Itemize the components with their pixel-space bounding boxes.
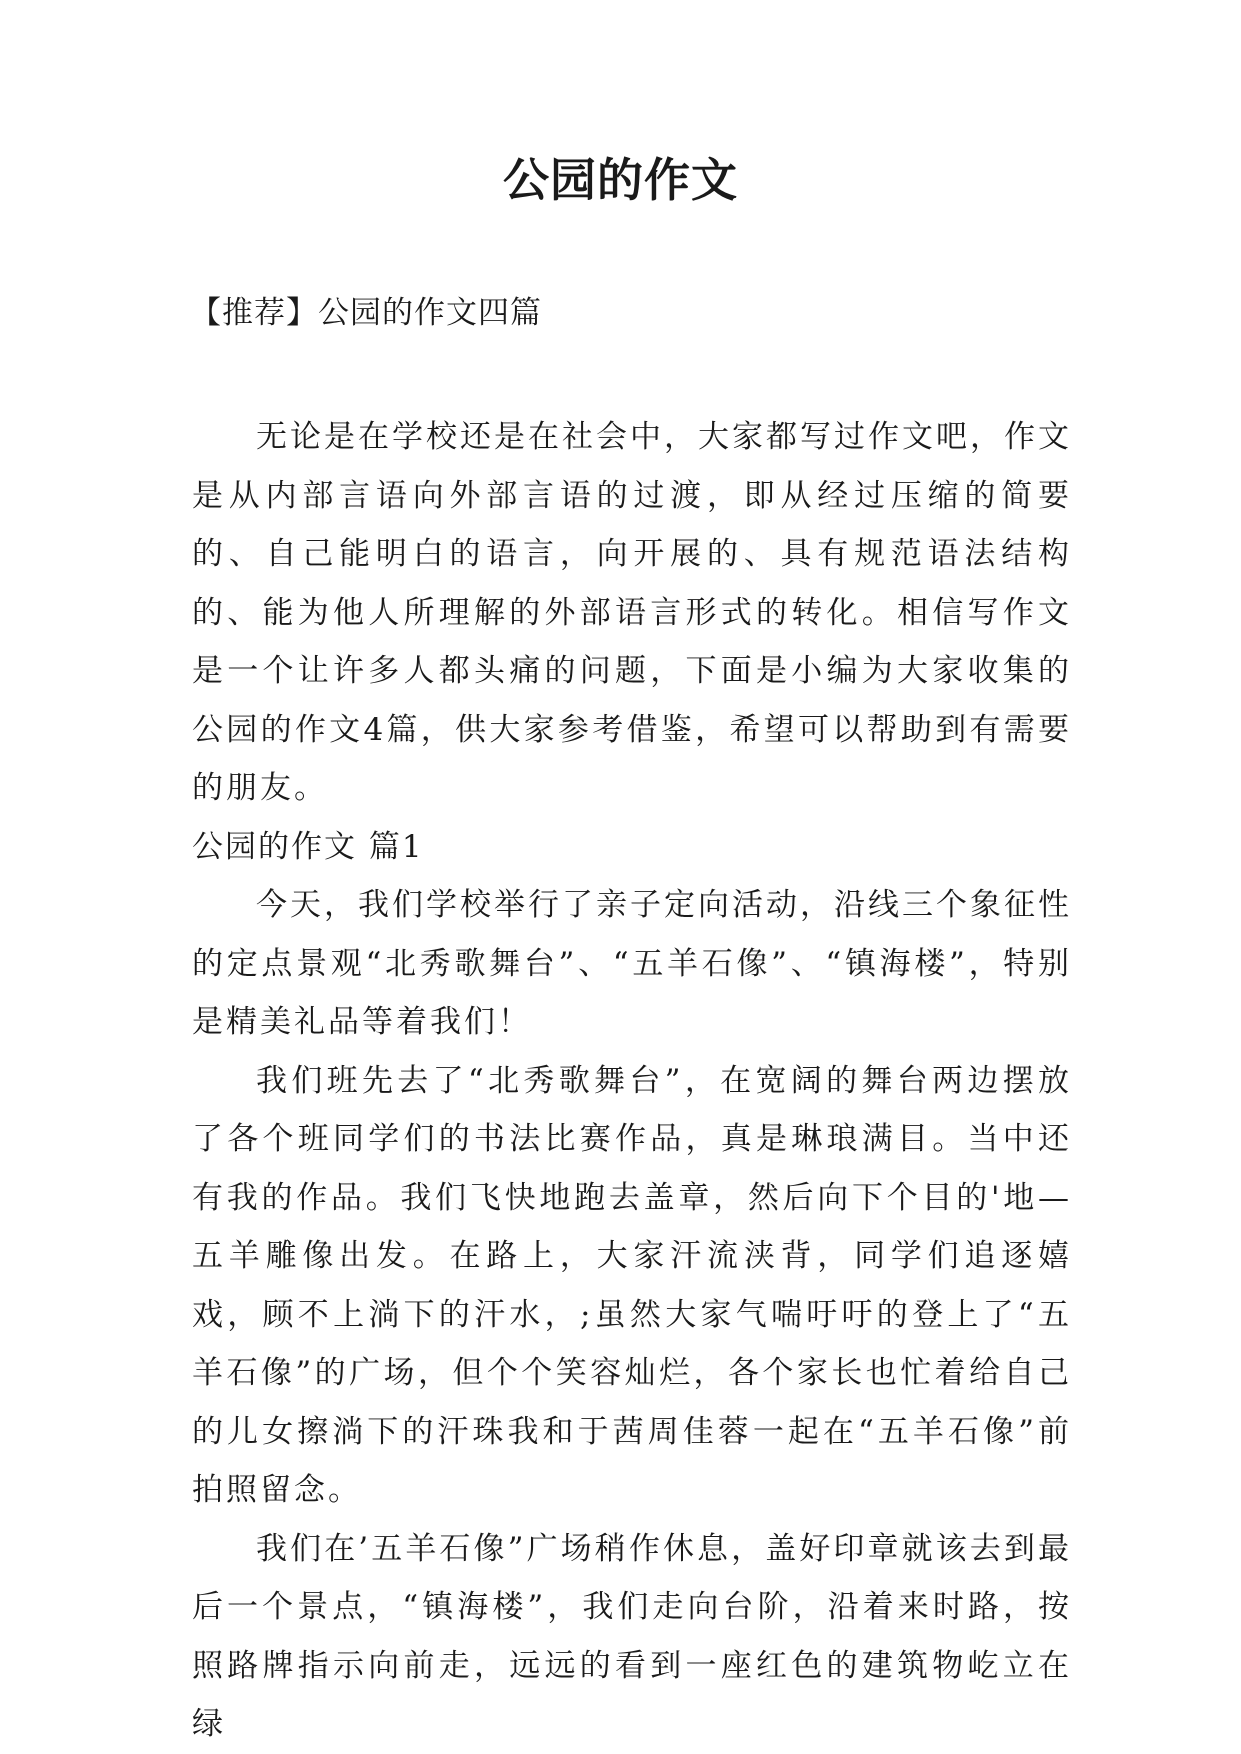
body-paragraph-1: 今天，我们学校举行了亲子定向活动，沿线三个象征性的定点景观“北秀歌舞台”、“五羊石像”、“镇海楼”，特别是精美礼品等着我们！ <box>192 887 1072 1040</box>
document-body <box>192 408 1072 1754</box>
document-subtitle: 【推荐】公园的作文四篇 <box>190 295 542 331</box>
body-paragraph-3: 我们在’五羊石像”广场稍作休息，盖好印章就该去到最后一个景点，“镇海楼”，我们走向台阶，沿着来时路，按照路牌指示向前走，远远的看到一座红色的建筑物屹立在绿 <box>192 1530 1072 1742</box>
body-paragraph-2: 我们班先去了“北秀歌舞台”，在宽阔的舞台两边摆放了各个班同学们的书法比赛作品，真是琳琅满目。当中还有我的作品。我们飞快地跑去盖章，然后向下个目的'地—五羊雕像出发。在路上，大家汗流浃背，同学们追逐嬉戏，顾不上淌下的汗水，;虽然大家气喘吁吁的登上了“五羊石像”的广场，但个个笑容灿烂，各个家长也忙着给自己的儿女擦淌下的汗珠我和于茜周佳蓉一起在“五羊石像”前拍照留念。 <box>192 1062 1072 1508</box>
document-title: 公园的作文 <box>503 153 738 207</box>
intro-paragraph: 无论是在学校还是在社会中，大家都写过作文吧，作文是从内部言语向外部言语的过渡，即从经过压缩的简要的、自己能明白的语言，向开展的、具有规范语法结构的、能为他人所理解的外部语言形式的转化。相信写作文是一个让许多人都头痛的问题，下面是小编为大家收集的公园的作文4篇，供大家参考借鉴，希望可以帮助到有需要的朋友。 <box>192 419 1072 806</box>
section-heading: 公园的作文 篇1 <box>192 828 424 865</box>
